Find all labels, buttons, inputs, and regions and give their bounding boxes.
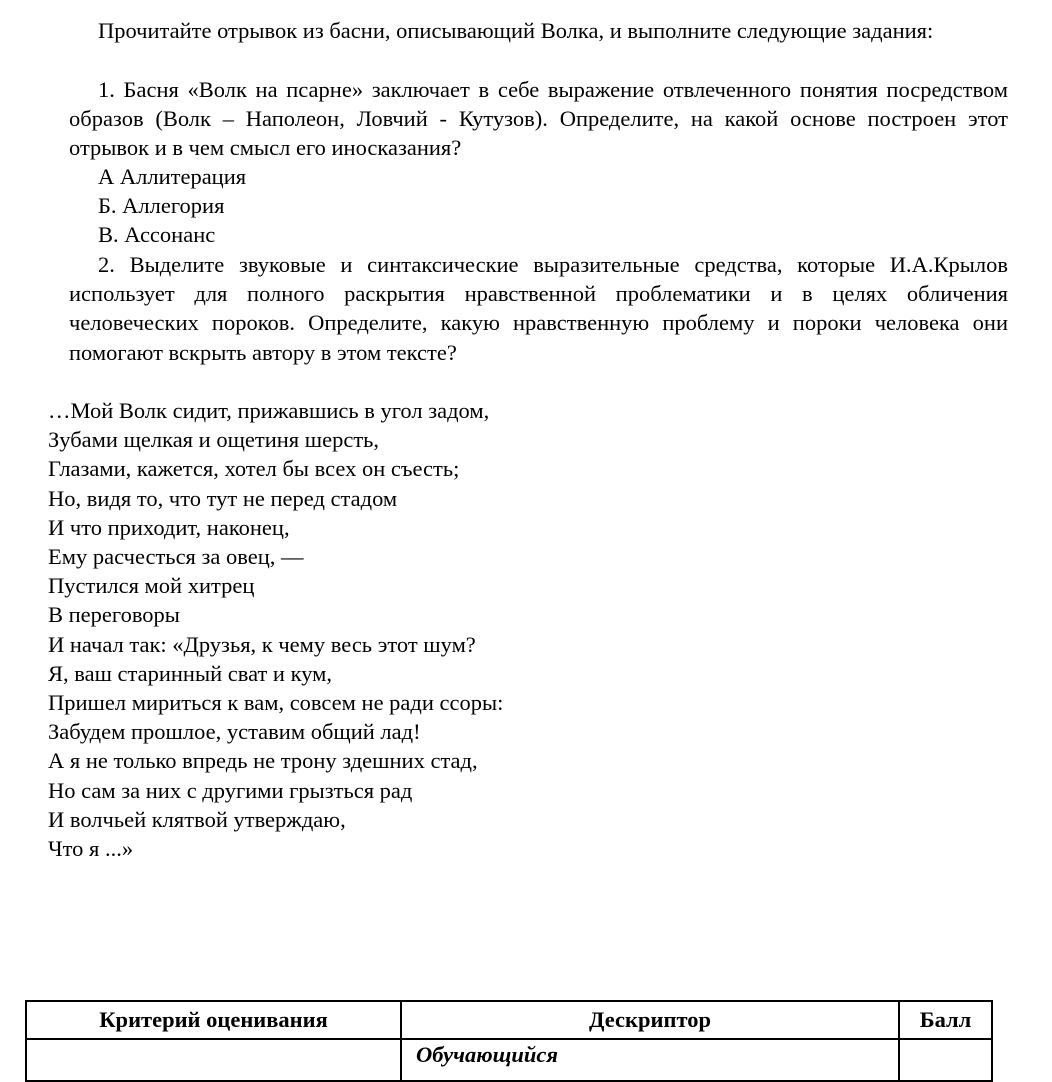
descriptor-text: Обучающийся xyxy=(416,1042,558,1067)
poem-line: Зубами щелкая и ощетиня шерсть, xyxy=(48,427,380,453)
poem-line: Я, ваш старинный сват и кум, xyxy=(48,660,333,686)
assessment-table xyxy=(25,1000,993,1082)
poem-line: Забудем прошлое, уставим общий лад! xyxy=(48,719,421,745)
poem-line: Пустился мой хитрец xyxy=(48,573,255,599)
poem-line: И волчьей клятвой утверждаю, xyxy=(48,806,346,832)
poem-line: И что приходит, наконец, xyxy=(48,514,290,540)
poem-line: Но сам за них с другими грызться рад xyxy=(48,777,413,803)
table-row xyxy=(26,1039,992,1081)
header-descriptor: Дескриптор xyxy=(401,1001,899,1039)
task-intro: Прочитайте отрывок из басни, описывающий Волка, и выполните следующие задания: xyxy=(98,18,934,43)
task-1-options xyxy=(98,162,246,250)
criterion-cell xyxy=(26,1039,401,1081)
poem-line: А я не только впредь не трону здешних стад, xyxy=(48,748,478,774)
option-a: А Аллитерация xyxy=(98,164,247,189)
score-cell xyxy=(899,1039,992,1081)
option-b: Б. Аллегория xyxy=(98,193,225,219)
poem-line: Пришел мириться к вам, совсем не ради ссоры: xyxy=(48,690,504,716)
task-2-text: 2. Выделите звуковые и синтаксические выразительные средства, которые И.А.Крылов использует для полного раскрытия нравственной проблематики и в целях обличения человеческих пороков. Определите, какую нравственную проблему и пороки человека они помогают вскрыть автору в этом тексте? xyxy=(69,252,1008,365)
task-1-text: 1. Басня «Волк на псарне» заключает в себе выражение отвлеченного понятия посредством образов (Волк – Наполеон, Ловчий - Кутузов). Определите, на какой основе построен этот отрывок и в чем смысл его иносказания? xyxy=(69,77,1008,161)
fable-excerpt xyxy=(48,396,503,863)
header-score: Балл xyxy=(899,1001,992,1039)
poem-line: Что я ...» xyxy=(48,836,134,862)
header-criterion: Критерий оценивания xyxy=(26,1001,401,1039)
descriptor-cell xyxy=(401,1039,899,1081)
poem-line: И начал так: «Друзья, к чему весь этот шум? xyxy=(48,631,476,657)
poem-line: …Мой Волк сидит, прижавшись в угол задом, xyxy=(48,398,490,423)
option-c: В. Ассонанс xyxy=(98,222,216,248)
poem-line: Глазами, кажется, хотел бы всех он съесть; xyxy=(48,456,460,482)
poem-line: Но, видя то, что тут не перед стадом xyxy=(48,485,398,511)
poem-line: В переговоры xyxy=(48,602,180,628)
table-header-row xyxy=(26,1001,992,1039)
poem-line: Ему расчесться за овец, — xyxy=(48,544,304,570)
